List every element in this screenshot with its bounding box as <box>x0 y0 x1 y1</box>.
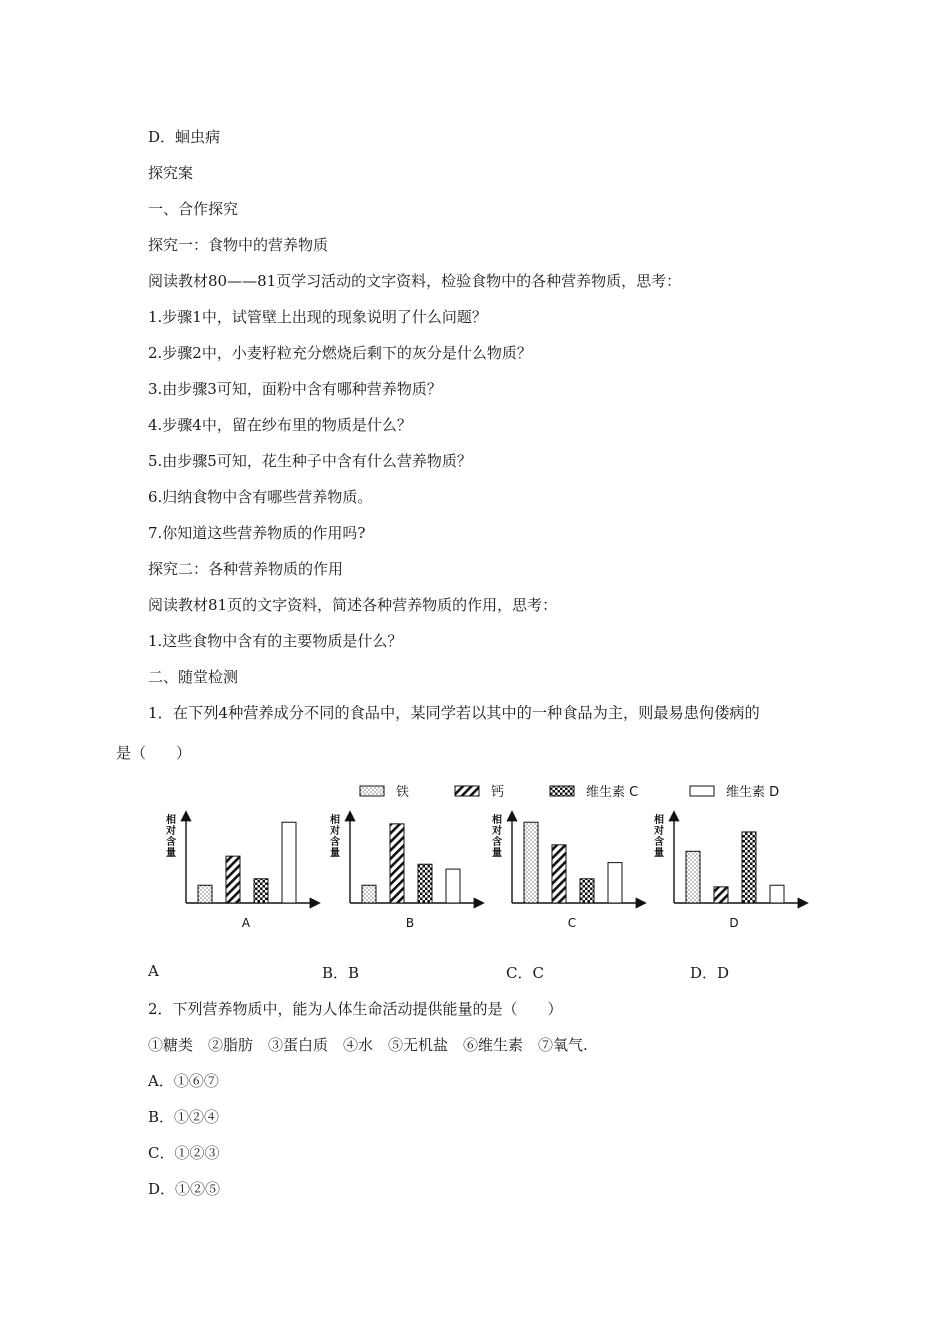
y-axis-label: 相 <box>492 815 502 826</box>
question-2-stem: 2．下列营养物质中，能为人体生命活动提供能量的是（ ） <box>148 1000 563 1018</box>
legend-label: 维生素 D <box>726 785 780 800</box>
bar-d-1 <box>714 887 728 903</box>
bar-a-1 <box>226 856 240 903</box>
subsection-heading: 探究一：食物中的营养物质 <box>148 236 329 254</box>
bar-c-1 <box>552 845 566 903</box>
y-axis-label: 量 <box>654 848 664 859</box>
legend-label: 维生素 C <box>586 785 639 800</box>
q2-option-d[interactable]: D．①②⑤ <box>148 1180 221 1198</box>
chart-panel-c <box>491 813 644 930</box>
section-heading: 一、合作探究 <box>148 200 239 218</box>
y-axis-label: 量 <box>330 848 340 859</box>
question-line: 2.步骤2中，小麦籽粒充分燃烧后剩下的灰分是什么物质？ <box>148 344 532 362</box>
legend-swatch <box>550 786 574 796</box>
legend-swatch <box>455 786 479 796</box>
y-axis-label: 量 <box>492 848 502 859</box>
chart-panel-d <box>653 813 806 930</box>
y-axis-label: 相 <box>654 815 664 826</box>
question-line: 1.这些食物中含有的主要物质是什么？ <box>148 632 403 650</box>
bar-d-0 <box>686 851 700 903</box>
bar-b-2 <box>418 864 432 903</box>
bar-d-2 <box>742 832 756 903</box>
subsection-heading: 探究二：各种营养物质的作用 <box>148 560 344 578</box>
panel-label: D <box>729 916 739 930</box>
bar-a-2 <box>254 879 268 903</box>
q2-option-b[interactable]: B．①②④ <box>148 1108 220 1126</box>
bar-a-0 <box>198 885 212 903</box>
panel-label: B <box>405 916 415 930</box>
bar-c-2 <box>580 879 594 903</box>
question-line: 1.步骤1中，试管壁上出现的现象说明了什么问题？ <box>148 308 487 326</box>
q2-option-c[interactable]: C．①②③ <box>148 1144 220 1162</box>
nutrient-bar-charts <box>150 775 830 945</box>
question-line: 3.由步骤3可知，面粉中含有哪种营养物质？ <box>148 380 442 398</box>
chart-panels <box>165 813 806 930</box>
legend-label: 钙 <box>491 785 505 800</box>
bar-b-0 <box>362 885 376 903</box>
panel-label: A <box>241 916 251 930</box>
q2-option-a[interactable]: A．①⑥⑦ <box>148 1072 219 1090</box>
question-1-stem: 1．在下列4种营养成分不同的食品中，某同学若以其中的一种食品为主，则最易患佝偻病的 <box>148 704 760 722</box>
chart-legend <box>360 784 779 800</box>
q1-option-d[interactable]: D．D <box>690 964 730 982</box>
y-axis-label: 含 <box>654 837 664 848</box>
q1-option-c[interactable]: C．C <box>506 964 544 982</box>
bar-a-3 <box>282 822 296 903</box>
question-line: 5.由步骤5可知，花生种子中含有什么营养物质？ <box>148 452 472 470</box>
chart-panel-a <box>165 813 318 930</box>
y-axis-label: 含 <box>166 837 176 848</box>
q1-option-a[interactable]: A <box>148 962 159 980</box>
question-line: 4.步骤4中，留在纱布里的物质是什么？ <box>148 416 412 434</box>
bar-b-1 <box>390 824 404 903</box>
q1-option-b[interactable]: B．B <box>322 964 360 982</box>
text-line: 阅读教材81页的文字资料，简述各种营养物质的作用，思考： <box>148 596 558 614</box>
bar-b-3 <box>446 869 460 903</box>
question-2-items: ①糖类 ②脂肪 ③蛋白质 ④水 ⑤无机盐 ⑥维生素 ⑦氧气. <box>148 1036 588 1054</box>
y-axis-label: 相 <box>166 815 176 826</box>
chart-panel-b <box>329 813 482 930</box>
bar-c-0 <box>524 822 538 903</box>
question-1-stem-cont: 是（ ） <box>116 744 192 762</box>
legend-swatch <box>690 786 714 796</box>
y-axis-label: 相 <box>330 815 340 826</box>
bar-d-3 <box>770 885 784 903</box>
y-axis-label: 含 <box>330 837 340 848</box>
section-heading: 二、随堂检测 <box>148 668 239 686</box>
y-axis-label: 含 <box>492 837 502 848</box>
text-line: D．蛔虫病 <box>148 128 221 146</box>
y-axis-label: 对 <box>654 826 664 837</box>
legend-swatch <box>360 786 384 796</box>
panel-label: C <box>567 916 577 930</box>
question-line: 6.归纳食物中含有哪些营养物质。 <box>148 488 373 506</box>
y-axis-label: 量 <box>166 848 176 859</box>
bar-c-3 <box>608 863 622 903</box>
y-axis-label: 对 <box>330 826 340 837</box>
legend-label: 铁 <box>396 785 410 800</box>
y-axis-label: 对 <box>166 826 176 837</box>
y-axis-label: 对 <box>492 826 502 837</box>
text-line: 阅读教材80——81页学习活动的文字资料，检验食物中的各种营养物质，思考： <box>148 272 682 290</box>
question-line: 7.你知道这些营养物质的作用吗? <box>148 524 366 542</box>
section-heading: 探究案 <box>148 164 194 182</box>
